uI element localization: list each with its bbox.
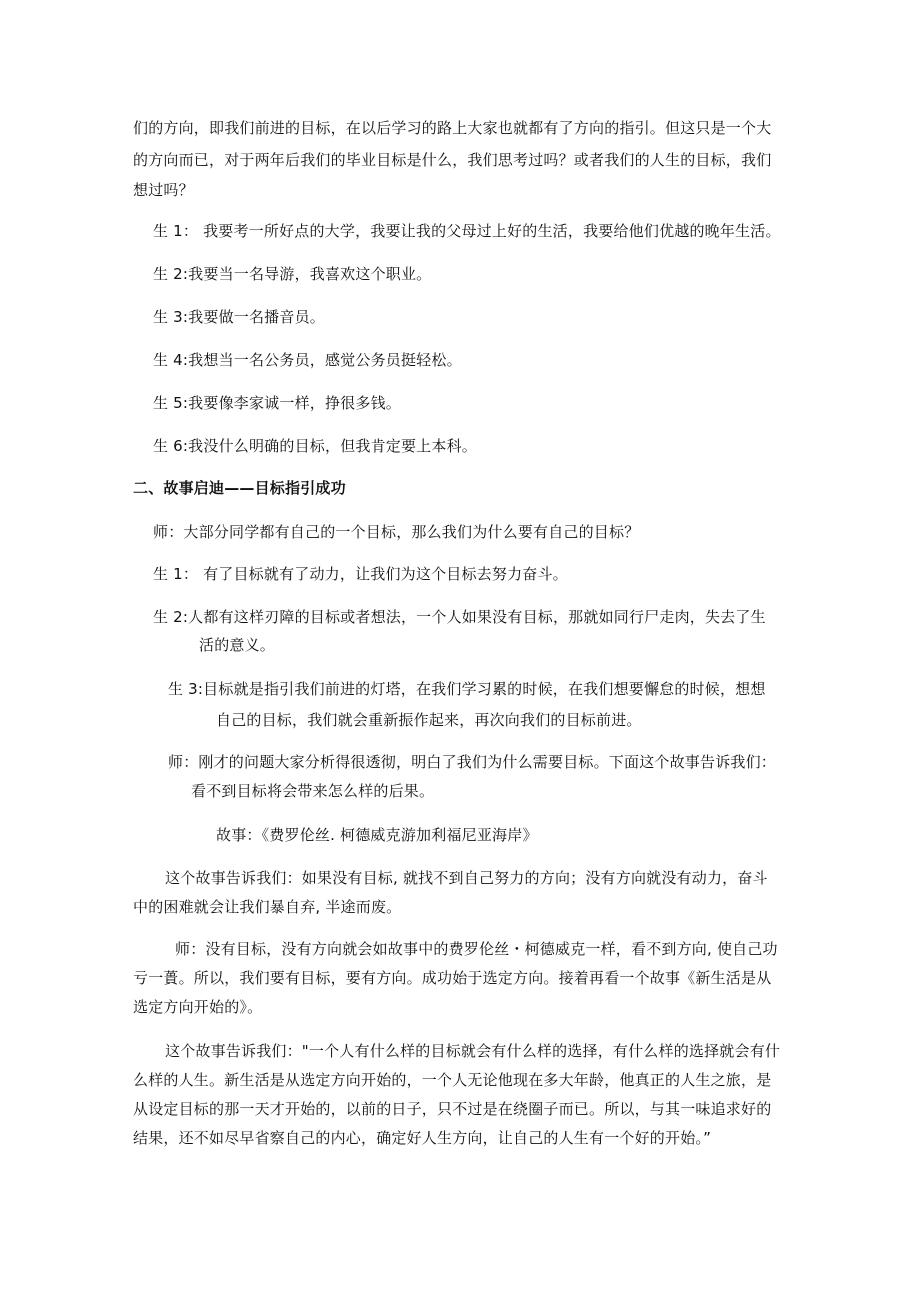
answer-student-3: 生 3:我要做一名播音员。 [153, 308, 325, 326]
answer-student-6: 生 6:我没什么明确的目标，但我肯定要上本科。 [153, 437, 477, 455]
answer-student-4: 生 4:我想当一名公务员，感觉公务员挺轻松。 [153, 351, 462, 369]
answer-student-2: 生 2:我要当一名导游，我喜欢这个职业。 [153, 265, 432, 283]
student-reply-3-line-2: 自己的目标，我们就会重新振作起来，再次向我们的目标前进。 [216, 711, 642, 729]
lesson-2-line-1: 这个故事告诉我们："一个人有什么样的目标就会有什么样的选择，有什么样的选择就会有什 [165, 1042, 781, 1060]
lesson-2-line-2: 么样的人生。新生活是从选定方向开始的，一个人无论他现在多大年龄，他真正的人生之旅，是 [133, 1071, 772, 1089]
intro-line-1: 们的方向，即我们前进的目标，在以后学习的路上大家也就都有了方向的指引。但这只是一个大 [133, 119, 772, 137]
section-heading: 二、故事启迪——目标指引成功 [133, 479, 346, 497]
teacher-2-line-2: 亏一蕢。所以，我们要有目标，要有方向。成功始于选定方向。接着再看一个故事《新生活是从 [133, 969, 772, 987]
teacher-question: 师：大部分同学都有自己的一个目标，那么我们为什么要有自己的目标？ [153, 523, 640, 541]
intro-line-2: 的方向而已，对于两年后我们的毕业目标是什么，我们思考过吗？或者我们的人生的目标，我们 [133, 151, 772, 169]
answer-student-5: 生 5:我要像李家诚一样，挣很多钱。 [153, 394, 401, 412]
lesson-2-line-3: 从设定目标的那一天才开始的，以前的日子，只不过是在绕圈子而已。所以，与其一味追求好的 [133, 1100, 772, 1118]
student-reply-1: 生 1： 有了目标就有了动力，让我们为这个目标去努力奋斗。 [153, 565, 568, 583]
story-title: 故事：《费罗伦丝. 柯德威克游加利福尼亚海岸》 [216, 826, 538, 844]
lesson-2-line-4: 结果，还不如尽早省察自己的内心，确定好人生方向，让自己的人生有一个好的开始。” [133, 1129, 712, 1147]
teacher-2-line-1: 师：没有目标，没有方向就会如故事中的费罗伦丝・柯德威克一样，看不到方向, 使自己功 [175, 940, 778, 958]
intro-line-3: 想过吗？ [133, 181, 194, 199]
teacher-comment-line-1: 师：刚才的问题大家分析得很透彻，明白了我们为什么需要目标。下面这个故事告诉我们： [168, 753, 777, 771]
teacher-2-line-3: 选定方向开始的》。 [133, 998, 263, 1016]
answer-student-1: 生 1： 我要考一所好点的大学，我要让我的父母过上好的生活，我要给他们优越的晚年生活。 [153, 222, 781, 240]
teacher-comment-line-2: 看不到目标将会带来怎么样的后果。 [191, 782, 435, 800]
student-reply-2-line-2: 活的意义。 [199, 636, 276, 654]
lesson-1-line-2: 中的困难就会让我们暴自弃, 半途而废。 [133, 898, 402, 916]
student-reply-3-line-1: 生 3:目标就是指引我们前进的灯塔，在我们学习累的时候，在我们想要懈怠的时候，想想 [168, 680, 766, 698]
student-reply-2-line-1: 生 2:人都有这样刃障的目标或者想法，一个人如果没有目标，那就如同行尸走肉，失去了生 [153, 608, 766, 626]
lesson-1-line-1: 这个故事告诉我们：如果没有目标, 就找不到自己努力的方向；没有方向就没有动力，奋斗 [165, 869, 768, 887]
